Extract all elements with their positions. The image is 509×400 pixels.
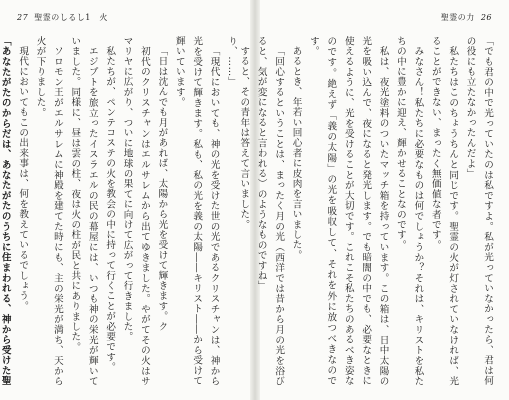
right-chapter-title: 聖霊の力 bbox=[440, 13, 475, 22]
right-paragraph-7: すると、その青年は答えて言いました。 bbox=[238, 45, 250, 230]
left-paragraph-1: り、……」 bbox=[226, 36, 237, 87]
left-paragraph-6: エジプトを旅立ったイスラエルの民の幕屋には、いつも神の栄光が輝いていました。同様に、昼は雲の柱、夜は火の柱が民と共にありました。 bbox=[69, 36, 98, 386]
left-paragraph-3: 「日は沈んでも月があれば、太陽から光を受けて輝きます。ク bbox=[156, 45, 168, 332]
left-page-number: 27 bbox=[17, 13, 29, 22]
left-chapter-title: 聖霊のしるし1 火 bbox=[34, 13, 108, 22]
right-page bbox=[238, 0, 509, 400]
left-paragraph-5: 私たちが、ペンテコステの火を教会の中に持って行くことが必要です。 bbox=[104, 45, 116, 372]
bible-verse-quote: 「あなたがたのからだは、あなたがたのうちに住まわれる、神から受けた聖 bbox=[0, 36, 11, 386]
left-paragraph-8: 現代においてもこの出来事は、何を教えているでしょう。 bbox=[17, 45, 29, 311]
right-running-head bbox=[441, 12, 495, 23]
left-page bbox=[0, 0, 252, 400]
right-page-number: 26 bbox=[480, 13, 492, 22]
left-body-text bbox=[0, 36, 240, 386]
right-paragraph-3: みなさん！私たちに必要なものは何でしょうか？それは、キリストを私たちの中に豊かに迎え、輝かせることなのです。 bbox=[394, 36, 424, 386]
right-paragraph-5: あるとき、年若い回心者に皮肉を言いました。 bbox=[290, 45, 302, 260]
left-running-head bbox=[14, 12, 108, 23]
right-body-text bbox=[238, 36, 496, 386]
right-paragraph-2: 私たちはこのちょうちんと同じです。聖霊の火が灯されていなければ、光ることができない、まったく無価値な者です。 bbox=[429, 36, 459, 386]
left-paragraph-2: 「現代においても、神の光を受けた世の光であるクリスチャンは、神から光を受けて輝きます。私も、私の光を義の太陽――キリスト――から受けて輝いています。 bbox=[173, 36, 220, 386]
right-paragraph-6: 「回心するということは、まったく月の光（西洋では昔から月の光を浴びると、気が変になると言われる）のようなものですね」 bbox=[255, 36, 285, 386]
left-paragraph-7: ソロモン王がエルサレムに神殿を建てた時にも、主の栄光が満ち、天から火が下りました。 bbox=[34, 36, 63, 386]
right-paragraph-1: 「でも君の中で光っていたのは私ですよ。私が光っていなかったら、君は何の役にも立たなかったんだよ」 bbox=[464, 36, 493, 386]
left-paragraph-4: 初代のクリスチャンはエルサレムから出てゆきました。やがてその火はサマリヤに広がり、ついに地球の果てに向けて広がって行きました。 bbox=[121, 36, 150, 386]
right-paragraph-4: 私は、夜光塗料のついたマッチ箱を持っています。この箱は、日中太陽の光を吸い込んで、夜になると発光します。でも暗闇の中でも、必要なときに使えるように、光を受けることが大切です。これこそ私たちのあるべき姿なのです。絶えず「義の太陽」の光を吸収して、それを外に放つべきなのです。 bbox=[307, 36, 389, 386]
